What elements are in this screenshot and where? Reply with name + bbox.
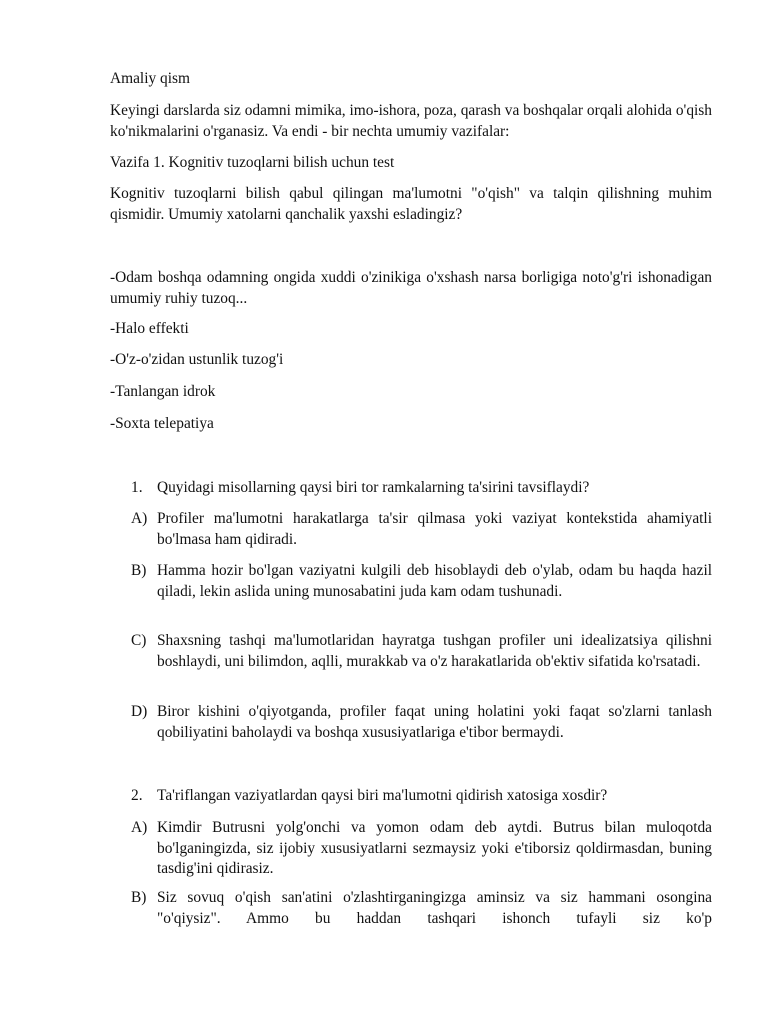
list-item: -O'z-o'zidan ustunlik tuzog'i <box>110 351 284 368</box>
option-text: Hamma hozir bo'lgan vaziyatni kulgili deb hisoblaydi deb o'ylab, odam bu haqda hazil qiladi, lekin aslida uning munosabatini juda kam odam tushunadi. <box>157 562 712 600</box>
option-text: Siz sovuq o'qish san'atini o'zlashtirganingizga aminsiz va siz hammani osongina "o'qiysiz". Ammo bu haddan tashqari ishonch tufayli siz ko'p <box>157 889 712 927</box>
question-number: 1. <box>131 479 143 496</box>
intro-paragraph: Keyingi darslarda siz odamni mimika, imo-ishora, poza, qarash va boshqalar orqali alohida o'qish ko'nikmalarini o'rganasiz. Va endi - bir nechta umumiy vazifalar: <box>110 102 712 140</box>
answer-option <box>131 561 712 602</box>
answer-option <box>131 631 712 672</box>
answer-option <box>131 702 712 743</box>
option-letter: C) <box>131 632 147 649</box>
option-text: Shaxsning tashqi ma'lumotlaridan hayratga tushgan profiler uni idealizatsiya qilishni boshlaydi, uni bilimdon, aqlli, murakkab va o'z harakatlarida ob'ektiv sifatida ko'rsatadi. <box>157 632 712 670</box>
question-number: 2. <box>131 787 143 804</box>
list-item: -Tanlangan idrok <box>110 383 216 400</box>
option-text: Biror kishini o'qiyotganda, profiler faqat uning holatini yoki faqat so'zlarni tanlash qobiliyatini baholaydi va boshqa xususiyatlariga e'tibor bermaydi. <box>157 703 712 741</box>
option-text: Kimdir Butrusni yolg'onchi va yomon odam deb aytdi. Butrus bilan muloqotda bo'lganingizda, siz ijobiy xususiyatlarni sezmaysiz yoki e'tiborsiz qoldirmasdan, buning tasdig'ini qidirasiz. <box>157 819 712 877</box>
question-text: Ta'riflangan vaziyatlardan qaysi biri ma'lumotni qidirish xatosiga xosdir? <box>157 787 608 804</box>
answer-option <box>131 818 712 880</box>
option-letter: D) <box>131 703 148 720</box>
option-letter: A) <box>131 819 148 836</box>
option-text: Profiler ma'lumotni harakatlarga ta'sir qilmasa yoki vaziyat kontekstida ahamiyatli bo'lmasa ham qidiradi. <box>157 510 712 548</box>
question <box>131 478 712 499</box>
list-item: -Halo effekti <box>110 320 189 337</box>
task-title: Vazifa 1. Kognitiv tuzoqlarni bilish uchun test <box>110 154 395 171</box>
list-item: -Odam boshqa odamning ongida xuddi o'zinikiga o'xshash narsa borligiga noto'g'ri ishonadigan umumiy ruhiy tuzoq... <box>110 269 712 307</box>
option-letter: A) <box>131 510 148 527</box>
task-description: Kognitiv tuzoqlarni bilish qabul qilingan ma'lumotni "o'qish" va talqin qilishning muhim qismidir. Umumiy xatolarni qanchalik yaxshi esladingiz? <box>110 185 712 223</box>
question-text: Quyidagi misollarning qaysi biri tor ramkalarning ta'sirini tavsiflaydi? <box>157 479 590 496</box>
answer-option <box>131 888 712 929</box>
option-letter: B) <box>131 889 147 906</box>
section-heading: Amaliy qism <box>110 70 190 87</box>
list-item: -Soxta telepatiya <box>110 415 214 432</box>
question <box>131 786 712 807</box>
option-letter: B) <box>131 562 147 579</box>
answer-option <box>131 509 712 550</box>
